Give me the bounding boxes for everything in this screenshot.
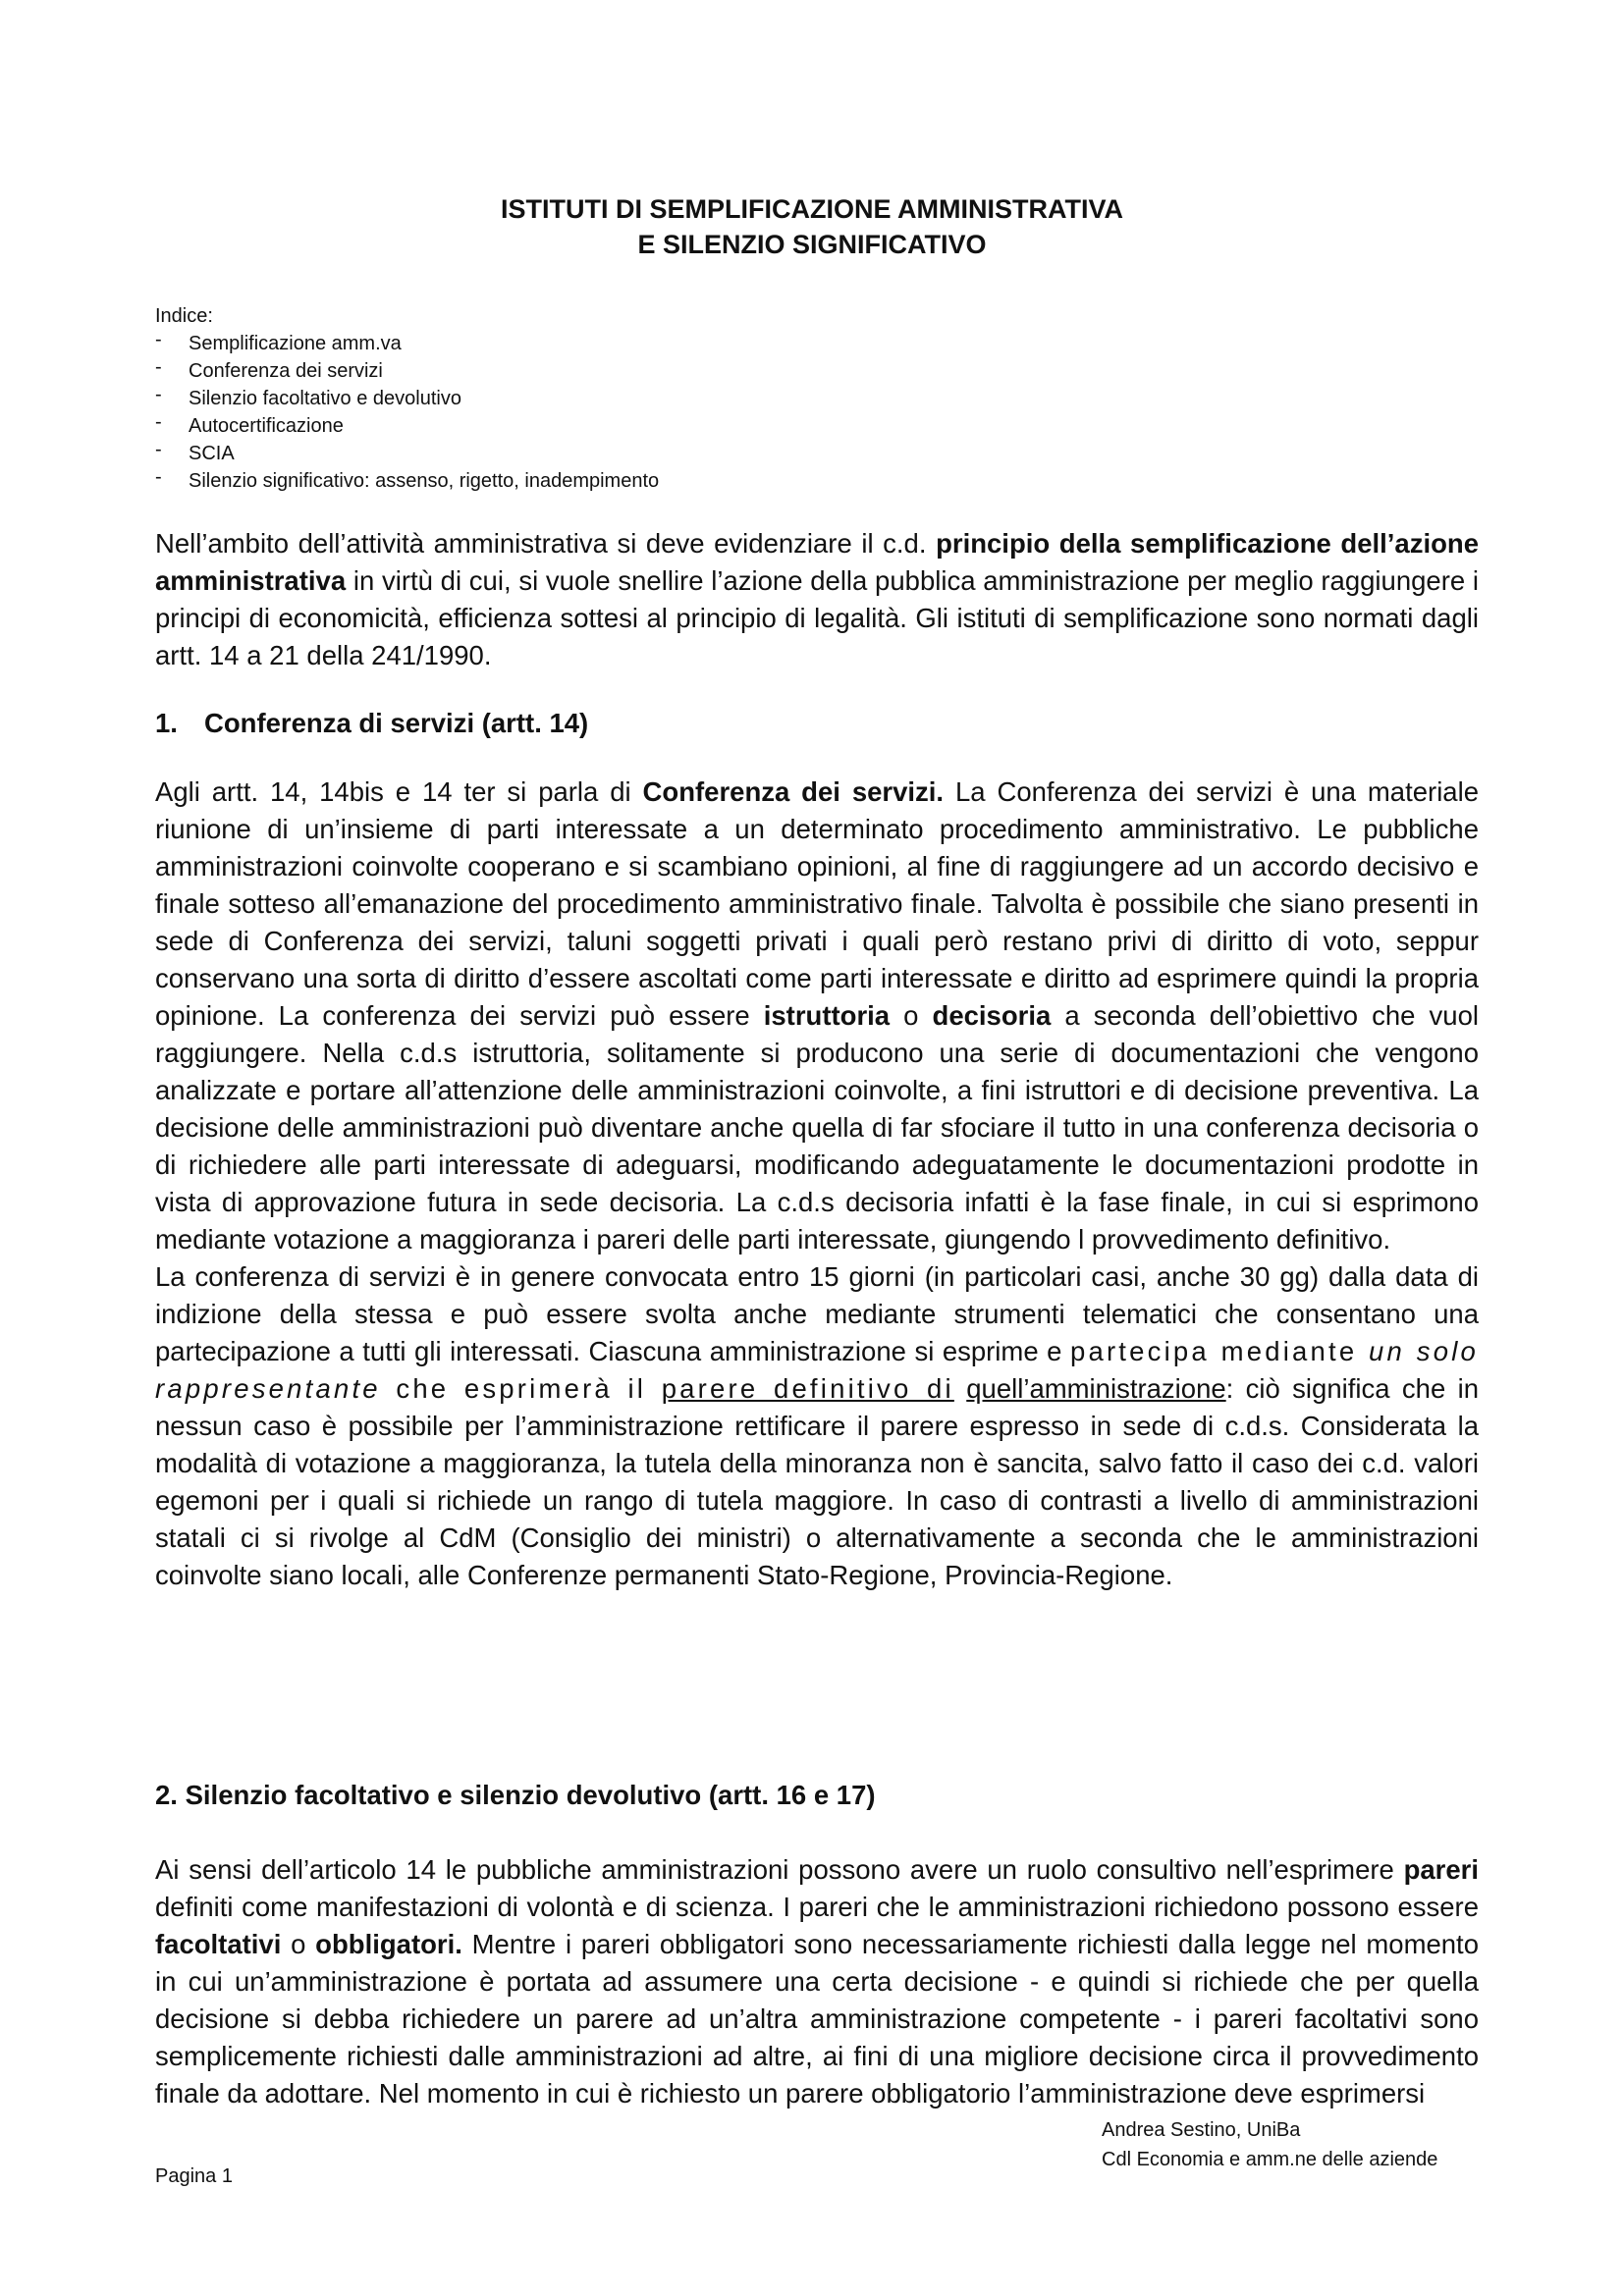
toc-item xyxy=(155,357,659,385)
italic-run: un solo rappresentante xyxy=(155,1336,1479,1404)
dash-bullet-icon: - xyxy=(155,384,162,405)
dash-bullet-icon: - xyxy=(155,411,162,433)
toc-item xyxy=(155,385,659,412)
section-1-title: Conferenza di servizi (artt. 14) xyxy=(204,708,589,738)
section-2-body xyxy=(155,1814,1479,2112)
toc-label: Indice: xyxy=(155,305,213,327)
bold-run: obbligatori. xyxy=(315,1929,462,1959)
spaced-run: che esprimerà il xyxy=(380,1373,662,1404)
toc-item-text: SCIA xyxy=(189,443,235,464)
bold-run: Conferenza dei servizi. xyxy=(642,776,945,807)
intro-text: in virtù di cui, si vuole snellire l’azione della pubblica amministrazione per meglio raggiungere i principi di economicità, efficienza sottesi al principio di legalità. Gli istituti di semplificazione sono normati dagli artt. 14 a 21 della 241/1990. xyxy=(155,565,1479,670)
toc-item xyxy=(155,412,659,440)
toc-item xyxy=(155,467,659,495)
dash-bullet-icon: - xyxy=(155,356,162,378)
page-number: Pagina 1 xyxy=(155,2165,233,2187)
document-title xyxy=(0,191,1624,262)
text-run: Agli artt. 14, 14bis e 14 ter si parla di xyxy=(155,776,643,807)
section-1-number: 1. xyxy=(155,708,178,738)
underlined-run: parere definitivo di xyxy=(661,1373,954,1404)
section-2-heading: 2. Silenzio facoltativo e silenzio devolutivo (artt. 16 e 17) xyxy=(155,1780,876,1810)
underlined-run: quell’amministrazione xyxy=(966,1373,1226,1404)
toc-item-text: Conferenza dei servizi xyxy=(189,360,383,382)
toc-item-text: Autocertificazione xyxy=(189,415,344,437)
section-2-paragraph-1 xyxy=(155,1851,1479,2112)
text-run: o xyxy=(281,1929,316,1959)
footer-course: Cdl Economia e amm.ne delle aziende xyxy=(1102,2149,1438,2170)
bold-run: pareri xyxy=(1403,1854,1479,1885)
toc-item-text: Silenzio significativo: assenso, rigetto, inadempimento xyxy=(189,470,660,492)
intro-text: Nell’ambito dell’attività amministrativa si deve evidenziare il c.d. xyxy=(155,528,937,559)
intro-bold: principio della semplificazione dell’azione amministrativa xyxy=(155,528,1479,596)
text-run: definiti come manifestazioni di volontà e di scienza. I pareri che le amministrazioni richiedono possono essere xyxy=(155,1892,1479,1922)
table-of-contents xyxy=(155,302,659,495)
text-run: : ciò significa che in nessun caso è possibile per l’amministrazione rettificare il parere espresso in sede di c.d.s. Considerata la modalità di votazione a maggioranza, la tutela della minoranza non è sancita, salvo fatto il caso dei c.d. valori egemoni per i quali si richiede un rango di tutela maggiore. In caso di contrasti a livello di amministrazioni statali ci si rivolge al CdM (Consiglio dei ministri) o alternativamente a seconda che le amministrazioni coinvolte siano locali, alle Conferenze permanenti Stato-Regione, Provincia-Regione. xyxy=(155,1373,1480,1590)
text-run: o xyxy=(890,1000,933,1031)
section-1-heading xyxy=(155,705,588,742)
text-run: Mentre i pareri obbligatori sono necessariamente richiesti dalla legge nel momento in cui un’amministrazione è portata ad assumere una certa decisione - e quindi si richiede che per quella decisione si debba richiedere un parere ad un’altra amministrazione competente - i pareri facoltativi sono semplicemente richiesti dalle amministrazioni ad altre, ai fini di una migliore decisione circa il provvedimento finale da adottare. Nel momento in cui è richiesto un parere obbligatorio l’amministrazione deve esprimersi xyxy=(155,1929,1479,2109)
text-run: La conferenza di servizi è in genere convocata entro 15 giorni (in particolari casi, anche 30 gg) dalla data di indizione della stessa e può essere svolta anche mediante strumenti telematici che consentano una partecipazione a tutti gli interessati. Ciascuna amministrazione si esprime e xyxy=(155,1261,1479,1366)
footer-author: Andrea Sestino, UniBa xyxy=(1102,2119,1301,2141)
section-1-body xyxy=(155,774,1479,1594)
text-run: La Conferenza dei servizi è una materiale riunione di un’insieme di parti interessate a un determinato procedimento amministrativo. Le pubbliche amministrazioni coinvolte cooperano e si scambiano opinioni, al fine di raggiungere ad un accordo decisivo e finale sotteso all’emanazione del procedimento amministrativo finale. Talvolta è possibile che siano presenti in sede di Conferenza dei servizi, taluni soggetti privati i quali però restano privi di diritto di voto, seppur conservano una sorta di diritto d’essere ascoltati come parti interessate e diritto ad esprimere quindi la propria opinione. La conferenza dei servizi può essere xyxy=(155,776,1479,1031)
dash-bullet-icon: - xyxy=(155,439,162,460)
dash-bullet-icon: - xyxy=(155,329,162,350)
section-1-paragraph-2 xyxy=(155,1258,1479,1594)
intro-paragraph xyxy=(155,525,1479,674)
toc-item-text: Semplificazione amm.va xyxy=(189,333,402,354)
bold-run: decisoria xyxy=(932,1000,1052,1031)
section-1-paragraph-1 xyxy=(155,774,1479,1258)
toc-item xyxy=(155,330,659,357)
title-line-1: ISTITUTI DI SEMPLIFICAZIONE AMMINISTRATIVA xyxy=(501,194,1123,224)
text-run: a seconda dell’obiettivo che vuol raggiungere. Nella c.d.s istruttoria, solitamente si producono una serie di documentazioni che vengono analizzate e portare all’attenzione delle amministrazioni coinvolte, a fini istruttori e di decisione preventiva. La decisione delle amministrazioni può diventare anche quella di far sfociare il tutto in una conferenza decisoria o di richiedere alle parti interessate di adeguarsi, modificando adeguatamente le documentazioni prodotte in vista di approvazione futura in sede decisoria. La c.d.s decisoria infatti è la fase finale, in cui si esprimono mediante votazione a maggioranza i pareri delle parti interessate, giungendo l provvedimento definitivo. xyxy=(155,1000,1479,1255)
footer-author-block xyxy=(1102,2115,1437,2174)
bold-run: facoltativi xyxy=(155,1929,282,1959)
toc-item-text: Silenzio facoltativo e devolutivo xyxy=(189,388,461,409)
spaced-run: partecipa mediante xyxy=(1069,1336,1370,1366)
text-run: Ai sensi dell’articolo 14 le pubbliche amministrazioni possono avere un ruolo consultivo nell’esprimere xyxy=(155,1854,1404,1885)
title-line-2: E SILENZIO SIGNIFICATIVO xyxy=(637,230,987,259)
bold-run: istruttoria xyxy=(763,1000,891,1031)
toc-list xyxy=(155,330,659,495)
toc-item xyxy=(155,440,659,467)
dash-bullet-icon: - xyxy=(155,466,162,488)
paragraph-gap xyxy=(155,1814,1479,1851)
